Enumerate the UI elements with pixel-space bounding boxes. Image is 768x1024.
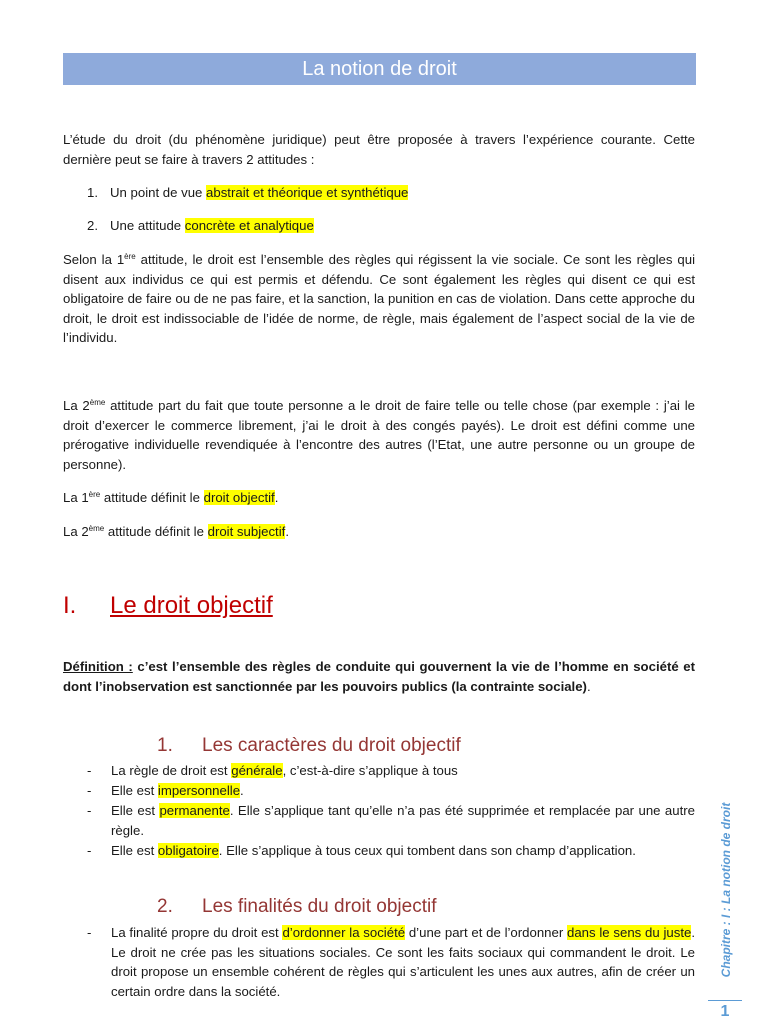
definition-line-subjective: La 2ème attitude définit le droit subjectif. (63, 524, 289, 539)
definition-paragraph: Définition : c’est l’ensemble des règles de conduite qui gouvernent la vie de l’homme en société et dont l’inobservation est sanctionnée par les pouvoirs publics (la contrainte sociale). (63, 659, 695, 694)
paragraph-second-attitude: La 2ème attitude part du fait que toute personne a le droit de faire telle ou telle chose (par exemple : j’ai le droit d’exercer le commerce librement, j’ai le droit à des congés payés). Le droit est défini comme une prérogative individuelle revendiquée à l’encontre des autres (l’Etat, une autre personne ou un groupe de personne). (63, 398, 695, 472)
highlight: abstrait et théorique et synthétique (206, 185, 409, 200)
list-item: - La règle de droit est générale, c’est-à-dire s’applique à tous (87, 763, 458, 778)
section-heading: I. Le droit objectif (63, 592, 273, 619)
page-number-divider (708, 1000, 742, 1001)
page-title: La notion de droit (302, 58, 457, 80)
highlight: dans le sens du juste (567, 925, 692, 940)
page-title-banner (63, 53, 696, 85)
page-number: 1 (720, 1003, 730, 1020)
highlight: permanente (159, 803, 230, 818)
highlight: impersonnelle (157, 783, 241, 798)
attitude-item-2: 2. Une attitude concrète et analytique (87, 218, 314, 233)
list-item: - La finalité propre du droit est d’ordonner la société d’une part et de l’ordonner dans le sens du juste. Le droit ne crée pas les situations sociales. Ce sont les faits sociaux qui commandent le droit. Le droit propose un ensemble cohérent de règles qui s’articulent les unes aux autres, afin de créer un certain ordre dans la société. (87, 925, 695, 999)
list-item: - Elle est obligatoire. Elle s’applique à tous ceux qui tombent dans son champ d’application. (87, 843, 636, 858)
subheading-finalites: 2. Les finalités du droit objectif (157, 896, 437, 917)
subheading-caracteres: 1. Les caractères du droit objectif (157, 735, 461, 756)
intro-paragraph: L’étude du droit (du phénomène juridique) peut être proposée à travers l’expérience courante. Cette dernière peut se faire à travers 2 attitudes : (63, 132, 695, 167)
highlight: obligatoire (157, 843, 219, 858)
highlight: générale (231, 763, 283, 778)
highlight: d’ordonner la société (282, 925, 406, 940)
list-item: - Elle est permanente. Elle s’applique tant qu’elle n’a pas été supprimée et remplacée par une autre règle. (87, 803, 695, 838)
chapter-sidebar (712, 780, 740, 1000)
chapter-label: Chapitre : I : La notion de droit (719, 802, 733, 978)
highlight: concrète et analytique (184, 218, 314, 233)
attitude-item-1: 1. Un point de vue abstrait et théorique et synthétique (87, 185, 409, 200)
list-item: - Elle est impersonnelle. (87, 783, 244, 798)
paragraph-first-attitude: Selon la 1ère attitude, le droit est l’ensemble des règles qui régissent la vie sociale. Ce sont les règles qui disent aux individus ce qui est permis et défendu. Ce sont également les règles qui disent ce qui est obligatoire de faire ou de ne pas faire, et la sanction, la punition en cas de violation. Dans cette approche du droit, le droit est indissociable de l’idée de norme, de règle, mais également de l’aspect social de la vie de l’individu. (63, 252, 695, 345)
highlight: droit subjectif (207, 524, 286, 539)
definition-label: Définition : (63, 659, 133, 674)
definition-line-objective: La 1ère attitude définit le droit objectif. (63, 490, 279, 505)
highlight: droit objectif (203, 490, 275, 505)
